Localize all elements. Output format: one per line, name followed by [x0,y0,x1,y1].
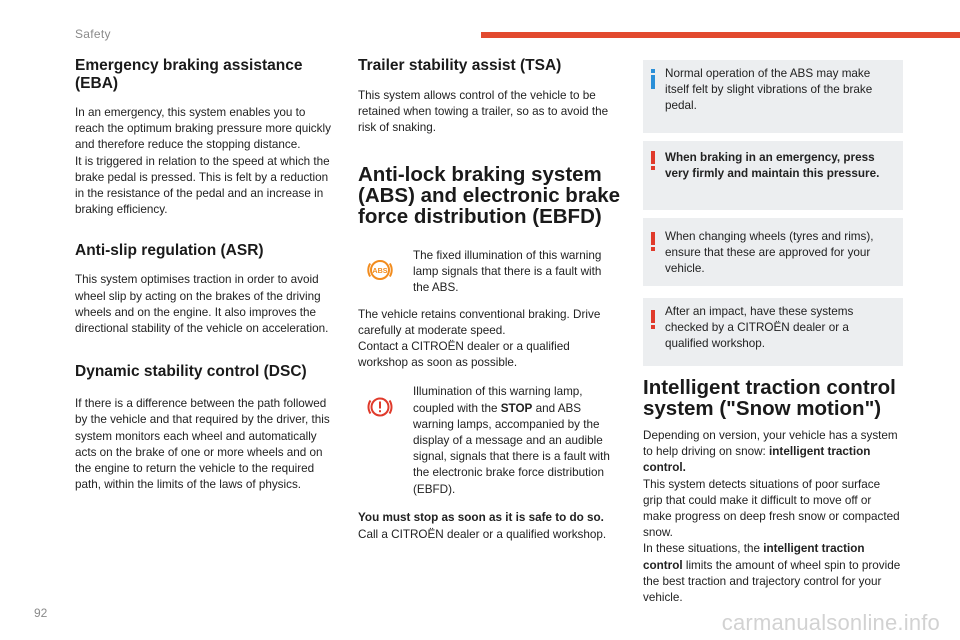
warning-box-1 [643,141,903,210]
warning-text-3: After an impact, have these systems checked by a CITROËN dealer or a qualified workshop. [665,305,854,351]
abs-warning-icon [366,256,394,289]
stop-label: STOP [500,401,533,415]
warning-box-2 [643,218,903,286]
stop-bold-text: You must stop as soon as it is safe to do so. [358,511,604,525]
tsa-paragraph: This system allows control of the vehicle to be retained when towing a trailer, so as to avoid the risk of snaking. [358,89,609,135]
column-2 [358,57,620,543]
info-box [643,60,903,133]
watermark: carmanualsonline.info [721,610,940,635]
warning-text-2: When changing wheels (tyres and rims), ensure that these are approved for your vehicle. [665,230,874,276]
brake-warning-icon [366,394,394,425]
stop-paragraph: You must stop as soon as it is safe to do so. Call a CITROËN dealer or a qualified workshop. [358,511,607,541]
header-accent-bar [481,32,960,38]
abs-warning-description: The fixed illumination of this warning lamp signals that there is a fault with the ABS. [413,248,602,295]
eba-paragraph-1: In an emergency, this system enables you to reach the optimum braking pressure more quickly and therefore reduce the stopping distance. [75,106,331,152]
info-icon [651,69,655,89]
asr-paragraph: This system optimises traction in order to avoid wheel slip by acting on the brakes of the driving wheels and on the engine. It also improves the directional stability of the vehicle on acceleration. [75,273,329,336]
dsc-paragraph: If there is a difference between the path followed by the vehicle and that required by the driver, this system monitors each wheel and automatically acts on the brake of one or more wheels and on the engine to return the vehicle to the required path, within the limits of the laws of physics. [75,397,330,492]
info-text: Normal operation of the ABS may make itself felt by slight vibrations of the brake pedal. [665,67,873,113]
tsa-heading: Trailer stability assist (TSA) [358,57,562,74]
abs-paragraph-2: Contact a CITROËN dealer or a qualified workshop as soon as possible. [358,340,570,370]
page-number: 92 [34,606,48,620]
abs-icon-text: ABS [372,265,388,275]
column-3 [643,60,903,620]
warning-text-1: When braking in an emergency, press very firmly and maintain this pressure. [665,151,880,181]
warning-icon [651,310,655,329]
abs-heading: Anti-lock braking system (ABS) and electronic brake force distribution (EBFD) [358,162,621,228]
snow-motion-heading: Intelligent traction control system ("Snow motion") [643,376,896,420]
brake-warning-description: Illumination of this warning lamp, coupled with the STOP and ABS warning lamps, accompanied by the display of a message and an audible signal, signals that there is a fault with the electronic brake force distribution (EBFD). [413,385,610,496]
asr-heading: Anti-slip regulation (ASR) [75,242,264,260]
warning-box-3 [643,298,903,366]
abs-paragraph-1: The vehicle retains conventional braking. Drive carefully at moderate speed. [358,307,601,337]
warning-icon [651,232,655,251]
snow-paragraph: Depending on version, your vehicle has a system to help driving on snow: intelligent traction control. This system detects situations of poor surface grip that could make it difficult to move off or make progress on deep fresh snow or compacted snow. In these situations, the intelligent traction control limits the amount of wheel spin to provide the best traction and trajectory control for your vehicle. [643,429,901,605]
section-label: Safety [75,27,111,41]
dsc-heading: Dynamic stability control (DSC) [75,363,307,381]
eba-paragraph-2: It is triggered in relation to the speed at which the brake pedal is pressed. This is felt by a reduction in the resistance of the pedal and an increase in braking efficiency. [75,154,330,217]
warning-icon [651,151,655,170]
brake-warning-block [358,384,620,500]
column-1 [75,57,337,493]
eba-heading: Emergency braking assistance (EBA) [75,57,303,92]
abs-warning-block [358,248,620,302]
